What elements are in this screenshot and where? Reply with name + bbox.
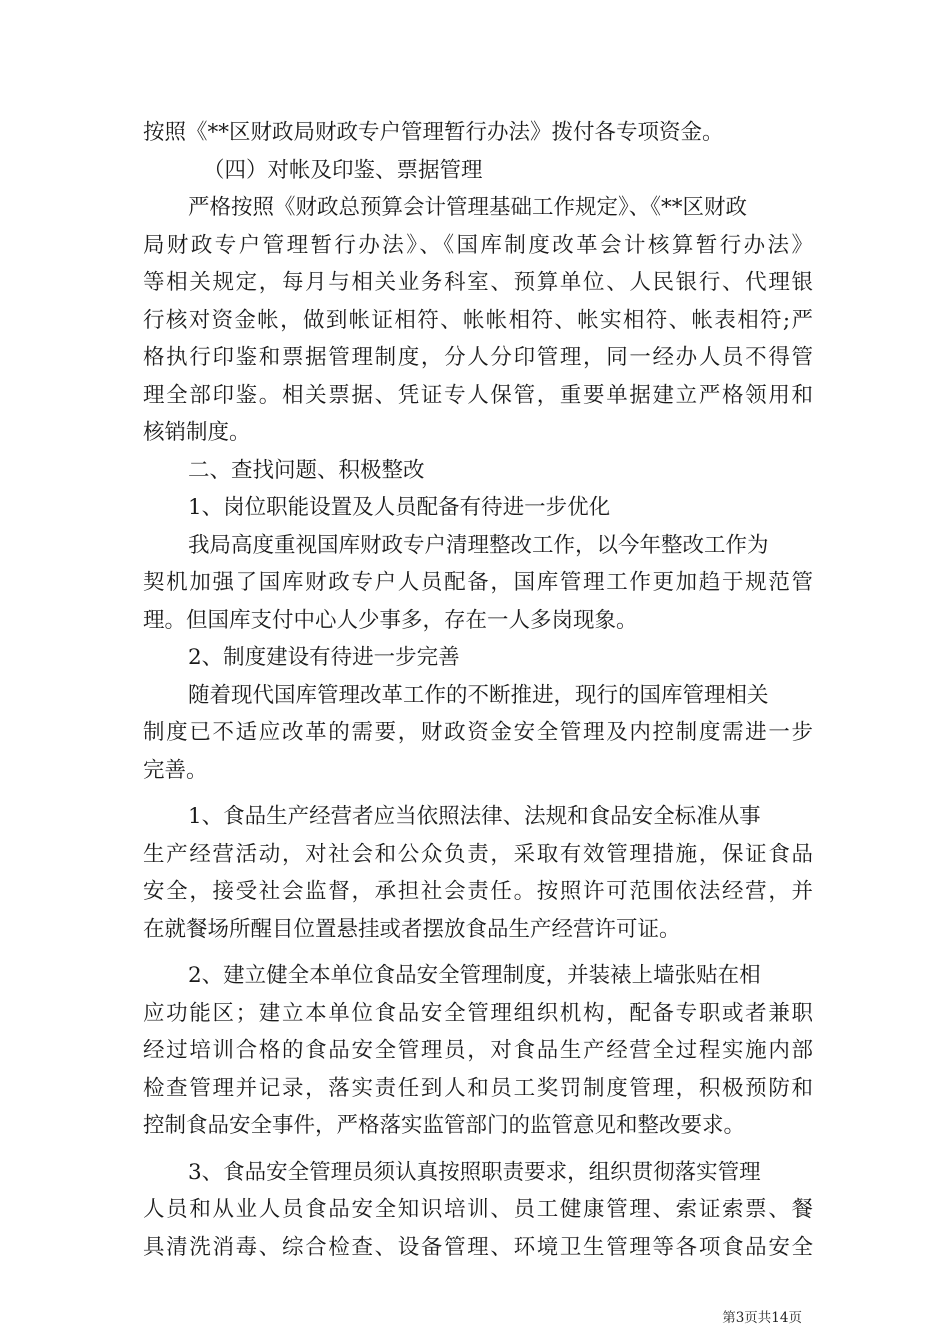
text-line: 制度已不适应改革的需要，财政资金安全管理及内控制度需进一步 bbox=[143, 720, 813, 745]
text-line: 控制食品安全事件，严格落实监管部门的监管意见和整改要求。 bbox=[143, 1113, 746, 1138]
paragraph bbox=[143, 798, 813, 948]
text-line: 按照《**区财政局财政专户管理暂行办法》拨付各专项资金。 bbox=[143, 120, 724, 145]
text-line: 行核对资金帐，做到帐证相符、帐帐相符、帐实相符、帐表相符;严 bbox=[143, 307, 813, 333]
text-line: 严格按照《财政总预算会计管理基础工作规定》、《**区财政 bbox=[188, 195, 748, 220]
section-heading bbox=[143, 452, 813, 490]
text-line: 经过培训合格的食品安全管理员，对食品生产经营全过程实施内部 bbox=[143, 1038, 813, 1063]
paragraph bbox=[143, 114, 813, 152]
page-number: 第3页共14页 bbox=[722, 1310, 802, 1326]
text-line: 随着现代国库管理改革工作的不断推进，现行的国库管理相关 bbox=[188, 682, 769, 708]
text-line: 1、岗位职能设置及人员配备有待进一步优化 bbox=[188, 495, 611, 520]
paragraph bbox=[143, 957, 813, 1145]
text-line: 理全部印鉴。相关票据、凭证专人保管，重要单据建立严格领用和 bbox=[143, 382, 813, 408]
paragraph bbox=[143, 677, 813, 790]
text-line: 具清洗消毒、综合检查、设备管理、环境卫生管理等各项食品安全 bbox=[143, 1234, 813, 1260]
paragraph bbox=[143, 527, 813, 640]
text-line: 2、建立健全本单位食品安全管理制度，并装裱上墙张贴在相 bbox=[188, 963, 761, 988]
text-line: （四）对帐及印鉴、票据管理 bbox=[203, 157, 483, 183]
text-line: 局财政专户管理暂行办法》、《国库制度改革会计核算暂行办法》 bbox=[143, 232, 813, 258]
document-body bbox=[143, 114, 813, 1266]
text-line: 二、查找问题、积极整改 bbox=[188, 457, 425, 483]
text-line: 安全，接受社会监督，承担社会责任。按照许可范围依法经营，并 bbox=[143, 879, 813, 904]
text-line: 生产经营活动，对社会和公众负责，采取有效管理措施，保证食品 bbox=[143, 841, 813, 867]
text-line: 等相关规定，每月与相关业务科室、预算单位、人民银行、代理银 bbox=[143, 270, 813, 295]
text-line: 人员和从业人员食品安全知识培训、员工健康管理、索证索票、餐 bbox=[143, 1197, 813, 1222]
paragraph bbox=[143, 189, 813, 452]
text-line: 检查管理并记录，落实责任到人和员工奖罚制度管理，积极预防和 bbox=[143, 1075, 813, 1101]
text-line: 2、制度建设有待进一步完善 bbox=[188, 645, 460, 670]
section-heading bbox=[143, 152, 813, 190]
subsection-heading bbox=[143, 489, 813, 527]
text-line: 在就餐场所醒目位置悬挂或者摆放食品生产经营许可证。 bbox=[143, 916, 681, 942]
text-line: 应功能区；建立本单位食品安全管理组织机构，配备专职或者兼职 bbox=[143, 1000, 813, 1026]
subsection-heading bbox=[143, 639, 813, 677]
text-line: 契机加强了国库财政专户人员配备，国库管理工作更加趋于规范管 bbox=[143, 570, 813, 595]
paragraph bbox=[143, 1154, 813, 1267]
text-line: 3、食品安全管理员须认真按照职责要求，组织贯彻落实管理 bbox=[188, 1159, 761, 1185]
text-line: 我局高度重视国库财政专户清理整改工作，以今年整改工作为 bbox=[188, 532, 769, 558]
text-line: 1、食品生产经营者应当依照法律、法规和食品安全标准从事 bbox=[188, 804, 761, 829]
text-line: 核销制度。 bbox=[143, 420, 251, 445]
text-line: 完善。 bbox=[143, 757, 208, 783]
text-line: 理。但国库支付中心人少事多，存在一人多岗现象。 bbox=[143, 607, 638, 633]
text-line: 格执行印鉴和票据管理制度，分人分印管理，同一经办人员不得管 bbox=[143, 345, 813, 370]
